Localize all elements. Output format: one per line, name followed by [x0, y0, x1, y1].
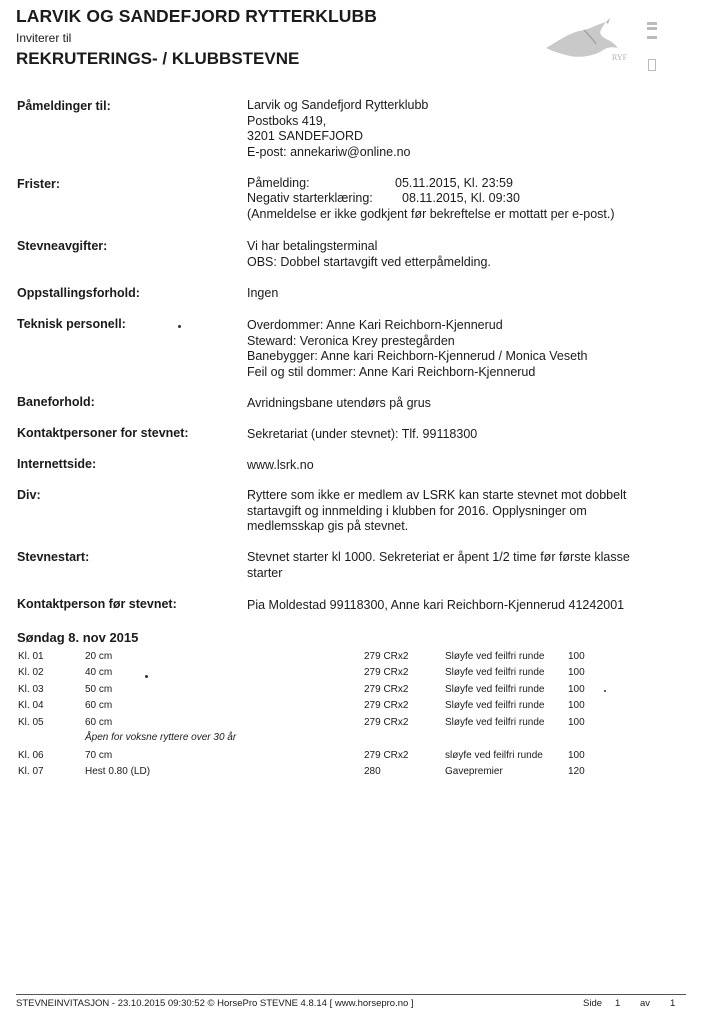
invite-subtitle: Inviterer til: [16, 31, 72, 45]
class-row: [0, 667, 701, 683]
frist-pamelding-label: Påmelding:: [247, 176, 310, 190]
value-internett: www.lsrk.no: [247, 458, 314, 472]
class-prize: sløyfe ved feilfri runde: [445, 750, 543, 761]
label-personell: Teknisk personell:: [17, 317, 126, 331]
class-prize: Gavepremier: [445, 766, 503, 777]
frist-note: (Anmeldelse er ikke godkjent før bekreftelse er mottatt per e-post.): [247, 207, 615, 221]
footer-total: 1: [670, 998, 676, 1009]
class-row: [0, 700, 701, 716]
personell-line: Overdommer: Anne Kari Reichborn-Kjennerud: [247, 318, 503, 332]
footer-divider: [16, 994, 686, 995]
class-amount: 120: [568, 766, 585, 777]
footer-text: STEVNEINVITASJON - 23.10.2015 09:30:52 © HorsePro STEVNE 4.8.14 [ www.horsepro.no ]: [16, 998, 414, 1009]
class-height: 40 cm: [85, 667, 113, 678]
class-row: [0, 750, 701, 766]
schedule-day: Søndag 8. nov 2015: [17, 630, 139, 645]
label-kontakt-for: Kontaktperson før stevnet:: [17, 597, 177, 611]
class-note: Åpen for voksne ryttere over 30 år: [85, 732, 237, 743]
class-height: Hest 0.80 (LD): [85, 766, 151, 777]
class-code: 279 CRx2: [364, 667, 409, 678]
class-code: 279 CRx2: [364, 750, 409, 761]
class-number: Kl. 03: [18, 684, 44, 695]
div-line: medlemsskap gis på stevnet.: [247, 519, 409, 533]
class-code: 279 CRx2: [364, 651, 409, 662]
logo-text: RYF: [612, 53, 628, 62]
value-oppstalling: Ingen: [247, 286, 279, 300]
class-prize: Sløyfe ved feilfri runde: [445, 651, 545, 662]
frist-negativ-date: 08.11.2015, Kl. 09:30: [402, 191, 520, 205]
class-number: Kl. 02: [18, 667, 44, 678]
class-amount: 100: [568, 684, 585, 695]
label-stevnestart: Stevnestart:: [17, 550, 90, 564]
value-pamelding: [247, 98, 428, 160]
pamelding-line: 3201 SANDEFJORD: [247, 129, 364, 143]
club-logo: [540, 18, 630, 64]
class-prize: Sløyfe ved feilfri runde: [445, 700, 545, 711]
class-code: 279 CRx2: [364, 684, 409, 695]
div-line: startavgift og innmelding i klubben for 2016. Opplysninger om: [247, 503, 587, 518]
class-prize: Sløyfe ved feilfri runde: [445, 684, 545, 695]
class-row: [0, 717, 701, 733]
value-kontakt: Sekretariat (under stevnet): Tlf. 99118300: [247, 427, 478, 441]
personell-line: Steward: Veronica Krey prestegården: [247, 333, 455, 348]
avgift-line: Vi har betalingsterminal: [247, 239, 378, 253]
personell-line: Feil og stil dommer: Anne Kari Reichborn-Kjennerud: [247, 364, 536, 379]
scan-speck: [604, 690, 606, 692]
pamelding-line: Postboks 419,: [247, 113, 327, 128]
value-frister: [247, 176, 677, 224]
class-height: 50 cm: [85, 684, 113, 695]
label-kontakt: Kontaktpersoner for stevnet:: [17, 426, 189, 440]
value-personell: [247, 318, 588, 380]
scan-speck: [145, 675, 148, 678]
class-row: [0, 651, 701, 667]
class-number: Kl. 04: [18, 700, 44, 711]
label-div: Div:: [17, 488, 41, 502]
frist-negativ-label: Negativ starterklæring:: [247, 191, 373, 205]
class-number: Kl. 06: [18, 750, 44, 761]
class-row: [0, 684, 701, 700]
class-number: Kl. 01: [18, 651, 44, 662]
label-oppstalling: Oppstallingsforhold:: [17, 286, 140, 300]
label-internett: Internettside:: [17, 457, 97, 471]
value-stevnestart: [247, 550, 630, 581]
label-frister: Frister:: [17, 177, 61, 191]
class-prize: Sløyfe ved feilfri runde: [445, 667, 545, 678]
label-baneforhold: Baneforhold:: [17, 395, 95, 409]
class-number: Kl. 05: [18, 717, 44, 728]
class-prize: Sløyfe ved feilfri runde: [445, 717, 545, 728]
class-code: 279 CRx2: [364, 700, 409, 711]
footer-page: 1: [615, 998, 621, 1009]
footer-side-label: Side: [583, 998, 603, 1009]
class-number: Kl. 07: [18, 766, 44, 777]
side-marks: [645, 20, 659, 71]
club-title: LARVIK OG SANDEFJORD RYTTERKLUBB: [16, 6, 377, 26]
class-amount: 100: [568, 717, 585, 728]
class-height: 70 cm: [85, 750, 113, 761]
class-code: 279 CRx2: [364, 717, 409, 728]
event-title: REKRUTERINGS- / KLUBBSTEVNE: [16, 49, 300, 68]
label-pamelding: Påmeldinger til:: [17, 99, 111, 113]
class-amount: 100: [568, 750, 585, 761]
class-amount: 100: [568, 651, 585, 662]
pamelding-email: E-post: annekariw@online.no: [247, 144, 411, 159]
stevnestart-line: starter: [247, 565, 283, 580]
value-div: [247, 488, 626, 535]
class-row: [0, 766, 701, 782]
avgift-line: OBS: Dobbel startavgift ved etterpåmelding.: [247, 254, 491, 269]
value-avgifter: [247, 239, 491, 270]
class-height: 60 cm: [85, 717, 113, 728]
value-baneforhold: Avridningsbane utendørs på grus: [247, 396, 431, 410]
class-height: 20 cm: [85, 651, 113, 662]
stevnestart-line: Stevnet starter kl 1000. Sekreteriat er åpent 1/2 time før første klasse: [247, 550, 630, 564]
frist-pamelding-date: 05.11.2015, Kl. 23:59: [395, 176, 513, 190]
pamelding-line: Larvik og Sandefjord Rytterklubb: [247, 98, 429, 112]
div-line: Ryttere som ikke er medlem av LSRK kan starte stevnet mot dobbelt: [247, 488, 627, 502]
class-amount: 100: [568, 667, 585, 678]
value-kontakt-for: Pia Moldestad 99118300, Anne kari Reichborn-Kjennerud 41242001: [247, 598, 625, 612]
class-code: 280: [364, 766, 381, 777]
personell-line: Banebygger: Anne kari Reichborn-Kjennerud / Monica Veseth: [247, 349, 588, 363]
label-avgifter: Stevneavgifter:: [17, 239, 108, 253]
class-amount: 100: [568, 700, 585, 711]
class-height: 60 cm: [85, 700, 113, 711]
footer-av-label: av: [640, 998, 651, 1009]
scan-speck: [178, 325, 181, 328]
